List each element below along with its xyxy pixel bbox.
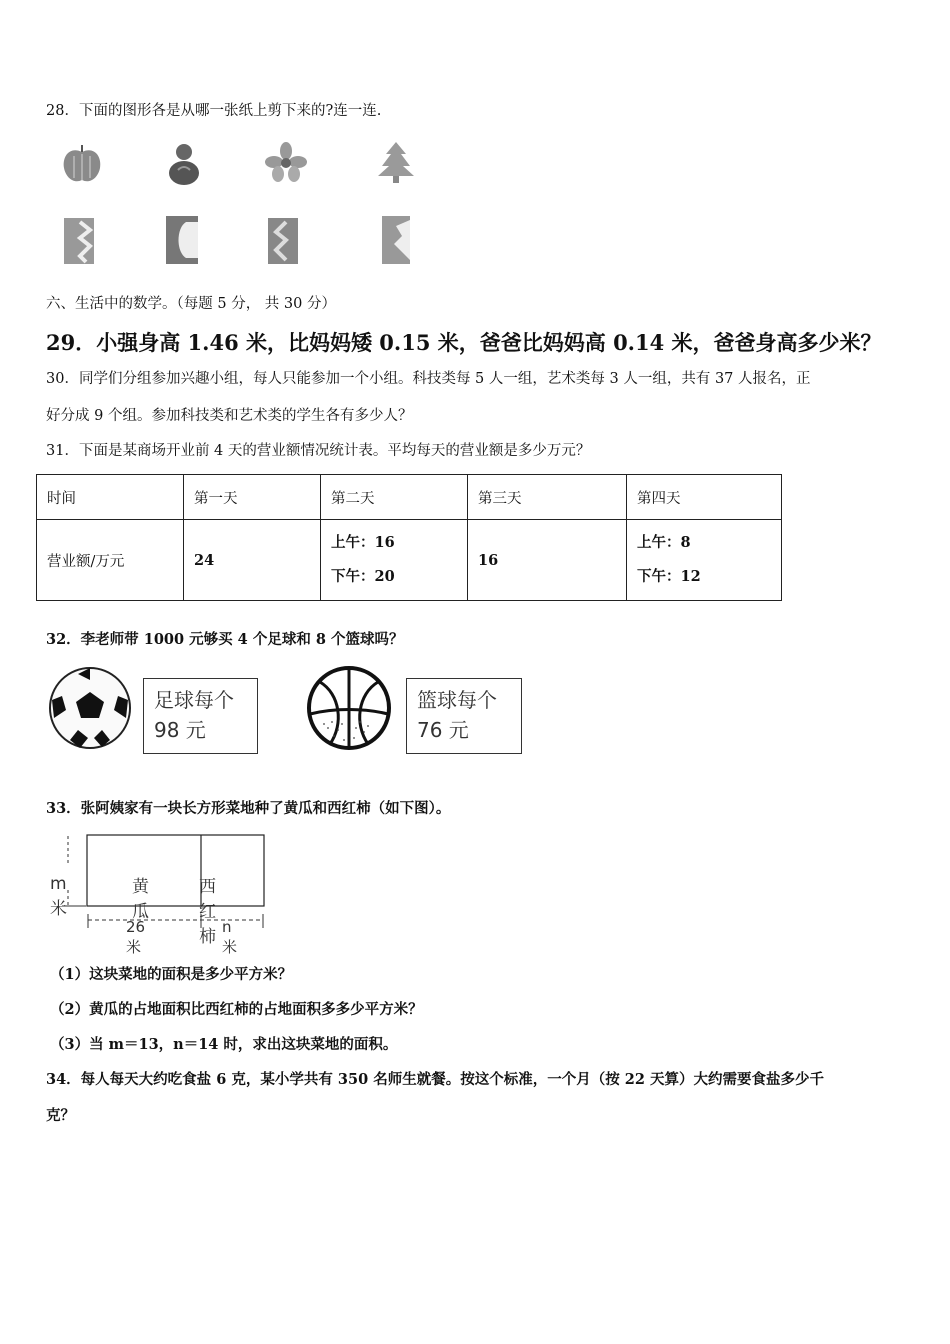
label-m: m 米 <box>50 874 67 919</box>
day4-am: 上午：8 <box>637 534 691 551</box>
day4-cell <box>627 520 782 601</box>
question-28: 28．下面的图形各是从哪一张纸上剪下来的?连一连. <box>46 103 382 119</box>
flower-icon <box>264 142 308 182</box>
day2-am: 上午：16 <box>331 534 395 551</box>
day2-pm: 下午：20 <box>331 568 395 585</box>
football-price-line1: 足球每个 <box>154 688 234 712</box>
label-cucumber: 黄瓜 <box>132 877 149 922</box>
basketball-price-line2: 76 元 <box>417 718 469 742</box>
football-icon <box>48 666 132 750</box>
table-header-cell: 第二天 <box>321 475 468 520</box>
day3-cell: 16 <box>468 520 627 601</box>
question-31: 31．下面是某商场开业前 4 天的营业额情况统计表。平均每天的营业额是多少万元？ <box>46 443 591 459</box>
garden-lines <box>46 828 276 943</box>
question-29: 29．小强身高 1.46 米，比妈妈矮 0.15 米，爸爸比妈妈高 0.14 米，爸爸身高多少米？ <box>46 330 882 355</box>
table-row <box>37 520 782 601</box>
question-33: 33．张阿姨家有一块长方形菜地种了黄瓜和西红柿（如下图）。 <box>46 800 451 817</box>
question-33-sub3: （3）当 m＝13，n＝14 时，求出这块菜地的面积。 <box>50 1036 398 1053</box>
table-header-cell: 时间 <box>37 475 184 520</box>
table-header-cell: 第一天 <box>184 475 321 520</box>
paper-c-icon <box>164 214 200 266</box>
table-header-cell: 第四天 <box>627 475 782 520</box>
table-header-cell: 第三天 <box>468 475 627 520</box>
question-33-sub1: （1）这块菜地的面积是多少平方米？ <box>50 966 293 983</box>
table-header-row <box>37 475 782 520</box>
basketball-price-box <box>406 678 522 754</box>
day1-cell: 24 <box>184 520 321 601</box>
question-30-line1: 30．同学们分组参加兴趣小组，每人只能参加一个小组。科技类每 5 人一组，艺术类每 3 人一组，共有 37 人报名，正 <box>46 371 811 387</box>
apple-icon <box>60 142 104 186</box>
tree-icon <box>376 140 416 184</box>
basketball-icon <box>304 664 394 752</box>
paper-e3-icon <box>380 214 412 266</box>
label-tomato: 西红柿 <box>199 877 216 947</box>
paper-e-icon <box>62 216 96 266</box>
football-price-box <box>143 678 258 754</box>
label-n: n 米 <box>222 918 238 956</box>
basketball-price-line1: 篮球每个 <box>417 688 497 712</box>
paper-e2-icon <box>266 216 300 266</box>
label-26m: 26 米 <box>126 918 146 956</box>
question-32: 32．李老师带 1000 元够买 4 个足球和 8 个篮球吗？ <box>46 631 404 648</box>
football-price-line2: 98 元 <box>154 718 206 742</box>
question-34-line1: 34．每人每天大约吃食盐 6 克，某小学共有 350 名师生就餐。按这个标准，一个月（按 22 天算）大约需要食盐多少千 <box>46 1071 824 1088</box>
gourd-icon <box>164 140 204 188</box>
question-30-line2: 好分成 9 个组。参加科技类和艺术类的学生各有多少人？ <box>46 408 413 424</box>
day4-pm: 下午：12 <box>637 568 701 585</box>
sales-table <box>36 474 782 601</box>
day2-cell <box>321 520 468 601</box>
row-label-cell: 营业额/万元 <box>37 520 184 601</box>
section-6-title: 六、生活中的数学。（每题 5 分， 共 30 分） <box>46 296 336 312</box>
question-34-line2: 克？ <box>46 1107 75 1124</box>
question-33-sub2: （2）黄瓜的占地面积比西红柿的占地面积多多少平方米？ <box>50 1001 423 1018</box>
